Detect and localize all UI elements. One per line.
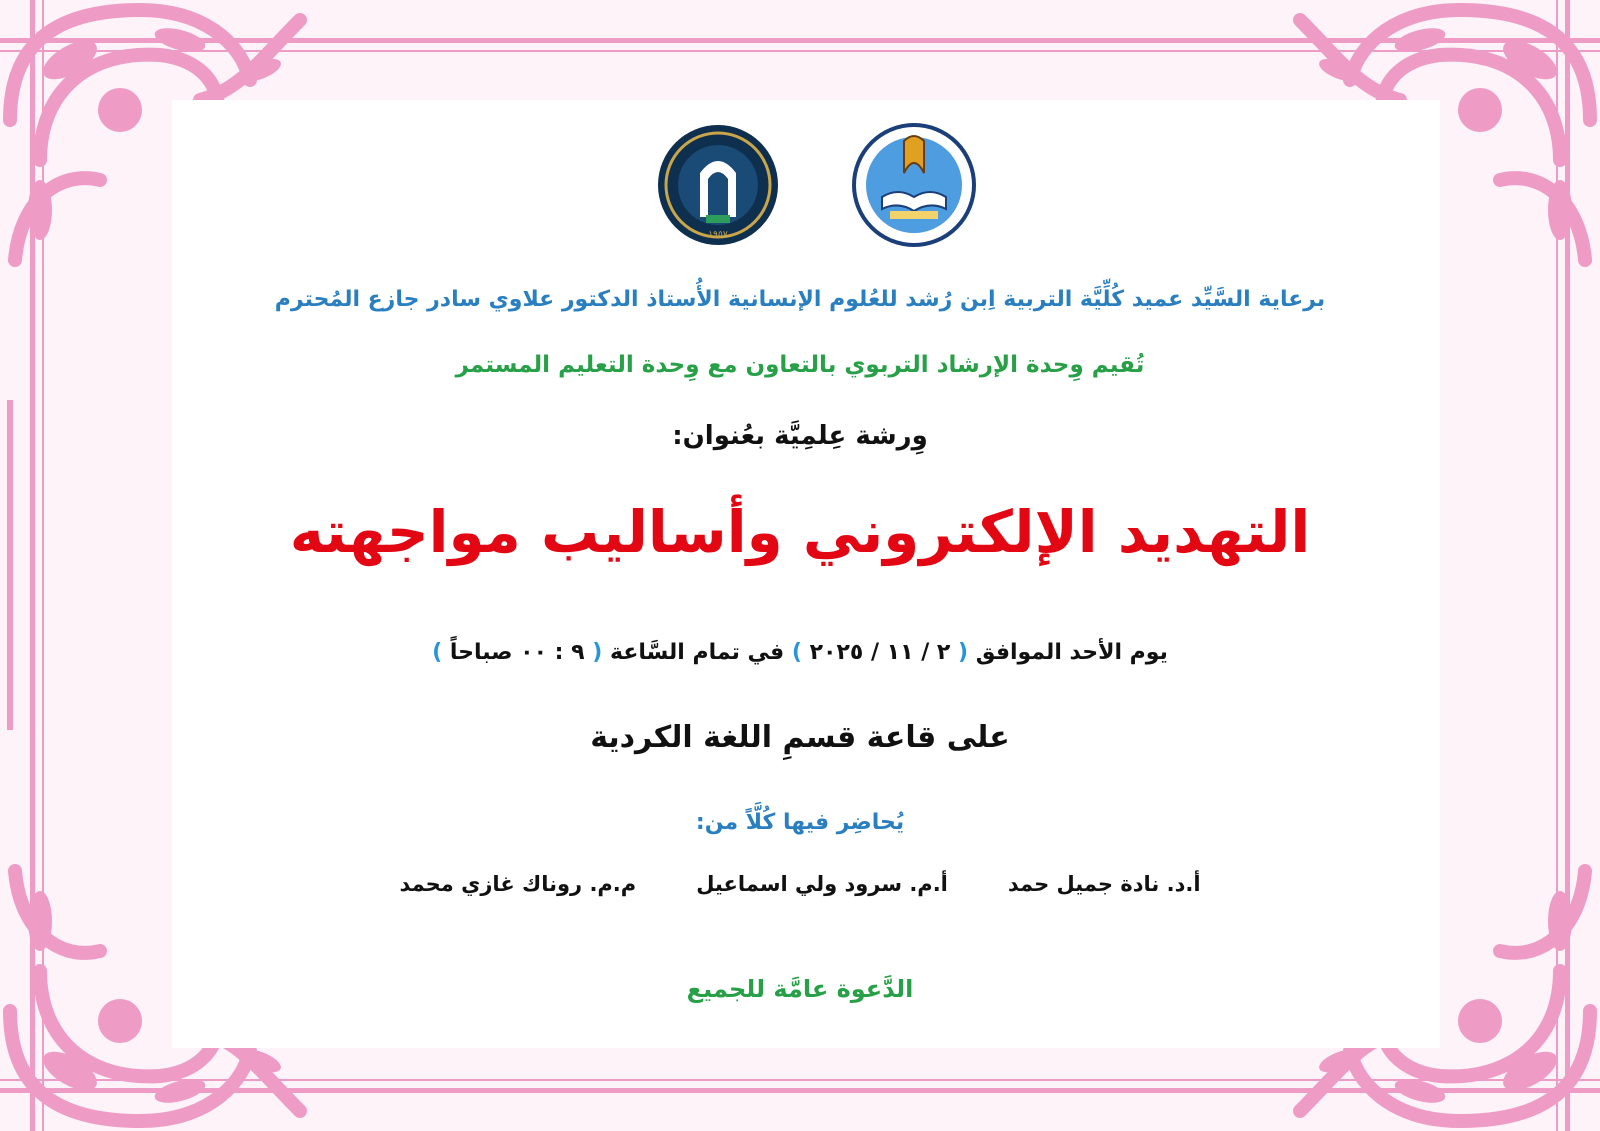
schedule-day-label: يوم الأحد الموافق	[975, 640, 1168, 665]
lecturers-list	[300, 872, 1300, 912]
lecturers-label: يُحاضِر فيها كُلَّاً من:	[695, 810, 905, 835]
venue-line: على قاعة قسمِ اللغة الكردية	[590, 720, 1010, 755]
lecturer-2: أ.م. سرود ولي اسماعيل	[696, 872, 948, 896]
schedule-time: ٩ : ٠٠ صباحاً	[449, 640, 585, 665]
organizer-line: تُقيم وِحدة الإرشاد التربوي بالتعاون مع وِحدة التعليم المستمر	[455, 352, 1145, 378]
svg-text:١٩٥٧: ١٩٥٧	[708, 230, 728, 240]
invitation-line: الدَّعوة عامَّة للجميع	[686, 975, 914, 1003]
time-close-paren: )	[432, 640, 443, 665]
workshop-label: وِرشة عِلمِيَّة بعُنوان:	[672, 421, 928, 451]
lecturer-3: م.م. روناك غازي محمد	[399, 872, 637, 896]
ibn-rushd-college-seal-icon	[852, 123, 976, 247]
schedule-date: ٢ / ١١ / ٢٠٢٥	[809, 640, 951, 665]
date-open-paren: (	[958, 640, 969, 665]
university-of-baghdad-seal-icon	[656, 123, 780, 247]
workshop-title: التهديد الإلكتروني وأساليب مواجهته	[289, 498, 1311, 566]
patron-line: برعاية السَّيِّد عميد كُلِّيَّة التربية اِبن رُشد للعُلوم الإنسانية الأُستاذ الدكتور علاوي سادر جازع المُحترم	[274, 287, 1326, 312]
schedule-time-label: في تمام السَّاعة	[609, 640, 785, 665]
time-open-paren: (	[592, 640, 603, 665]
date-close-paren: )	[791, 640, 802, 665]
lecturer-1: أ.د. نادة جميل حمد	[1007, 872, 1201, 896]
schedule-line	[0, 640, 1600, 665]
